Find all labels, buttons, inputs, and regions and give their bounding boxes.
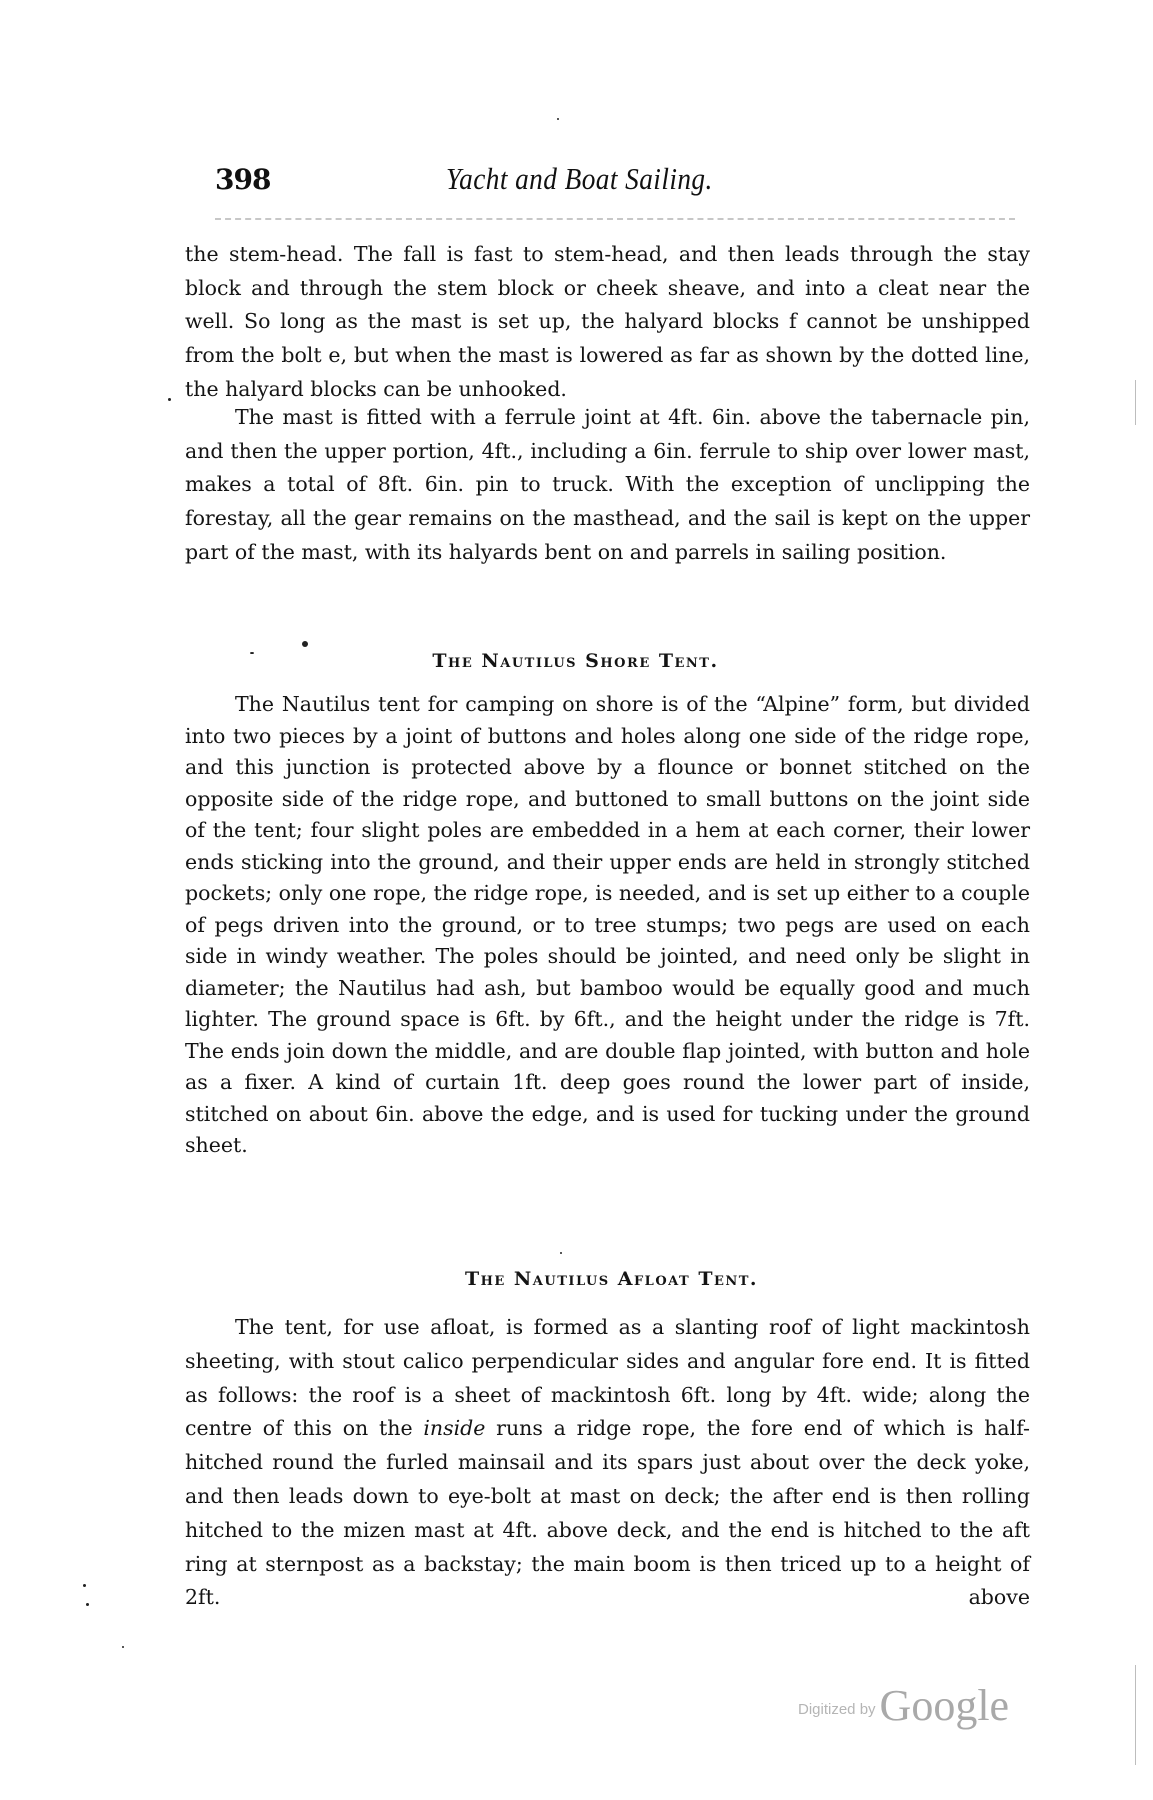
paragraph-afloat-tent bbox=[185, 1311, 1030, 1615]
scan-speck bbox=[302, 641, 308, 647]
section-heading-afloat-tent: The Nautilus Afloat Tent. bbox=[464, 1268, 759, 1290]
section-heading-shore-tent: The Nautilus Shore Tent. bbox=[432, 650, 719, 672]
paragraph-continuation bbox=[185, 238, 1030, 407]
google-logo-text: Google bbox=[879, 1681, 1010, 1730]
italic-word: inside bbox=[423, 1416, 486, 1441]
paragraph-text: runs a ridge rope, the fore end of which is half-hitched round the furled mainsail and its spars just about over the deck yoke, and then leads down to eye-bolt at mast on deck; the after end is then rolling hitched to the mizen mast at 4ft. above deck, and the end is hitched to the aft ring at sternpost as a backstay; the main boom is then triced up to a height of 2ft. above bbox=[185, 1416, 1030, 1610]
paragraph-shore-tent bbox=[185, 689, 1030, 1162]
scan-speck bbox=[86, 1603, 89, 1606]
paragraph-text: The Nautilus tent for camping on shore is of the “Alpine” form, but divided into two pieces by a joint of buttons and holes along one side of the ridge rope, and this junction is protected above by a flounce or bonnet stitched on the opposite side of the ridge rope, and buttoned to small buttons on the joint side of the tent; four slight poles are embedded in a hem at each corner, their lower ends sticking into the ground, and their upper ends are held in strongly stitched pockets; only one rope, the ridge rope, is needed, and is set up either to a couple of pegs driven into the ground, or to tree stumps; two pegs are used on each side in windy weather. The poles should be jointed, and need only be slight in diameter; the Nautilus had ash, but bamboo would be equally good and much lighter. The ground space is 6ft. by 6ft., and the height under the ridge is 7ft. The ends join down the middle, and are double flap jointed, with button and hole as a fixer. A kind of curtain 1ft. deep goes round the lower part of inside, stitched on about 6in. above the edge, and is used for tucking under the ground sheet. bbox=[185, 692, 1030, 1157]
page-number: 398 bbox=[215, 163, 271, 196]
watermark-prefix: Digitized by bbox=[798, 1701, 876, 1718]
scan-speck bbox=[557, 118, 559, 120]
paragraph-text: The mast is fitted with a ferrule joint at 4ft. 6in. above the tabernacle pin, and then the upper portion, 4ft., including a 6in. ferrule to ship over lower mast, makes a total of 8ft. 6in. pin to truck. With the exception of unclipping the forestay, all the gear remains on the masthead, and the sail is kept on the upper part of the mast, with its halyards bent on and parrels in sailing position. bbox=[185, 405, 1030, 564]
running-title: Yacht and Boat Sailing. bbox=[446, 161, 713, 196]
paragraph-text: The tent, for use afloat, is formed as a slanting roof of light mackintosh sheeting, with stout calico perpendicular sides and angular fore end. It is fitted as follows: the roof is a sheet of mackintosh 6ft. long by 4ft. wide; along the centre of this on the bbox=[185, 1315, 1030, 1441]
paragraph-text: the stem-head. The fall is fast to stem-head, and then leads through the stay block and through the stem block or cheek sheave, and into a cleat near the well. So long as the mast is set up, the halyard blocks f cannot be unshipped from the bolt e, but when the mast is lowered as far as shown by the dotted line, the halyard blocks can be unhooked. bbox=[185, 242, 1030, 401]
scan-speck bbox=[168, 398, 171, 401]
page-edge-line bbox=[1135, 1665, 1136, 1765]
header-rule bbox=[215, 218, 1015, 222]
paragraph-mast bbox=[185, 401, 1030, 570]
scan-speck bbox=[250, 652, 254, 654]
scan-speck bbox=[122, 1646, 124, 1648]
digitized-by-google-watermark bbox=[798, 1680, 1009, 1731]
page-edge-line bbox=[1135, 380, 1136, 425]
scan-speck bbox=[560, 1252, 562, 1254]
scan-speck bbox=[83, 1584, 86, 1587]
running-head bbox=[0, 163, 1153, 203]
